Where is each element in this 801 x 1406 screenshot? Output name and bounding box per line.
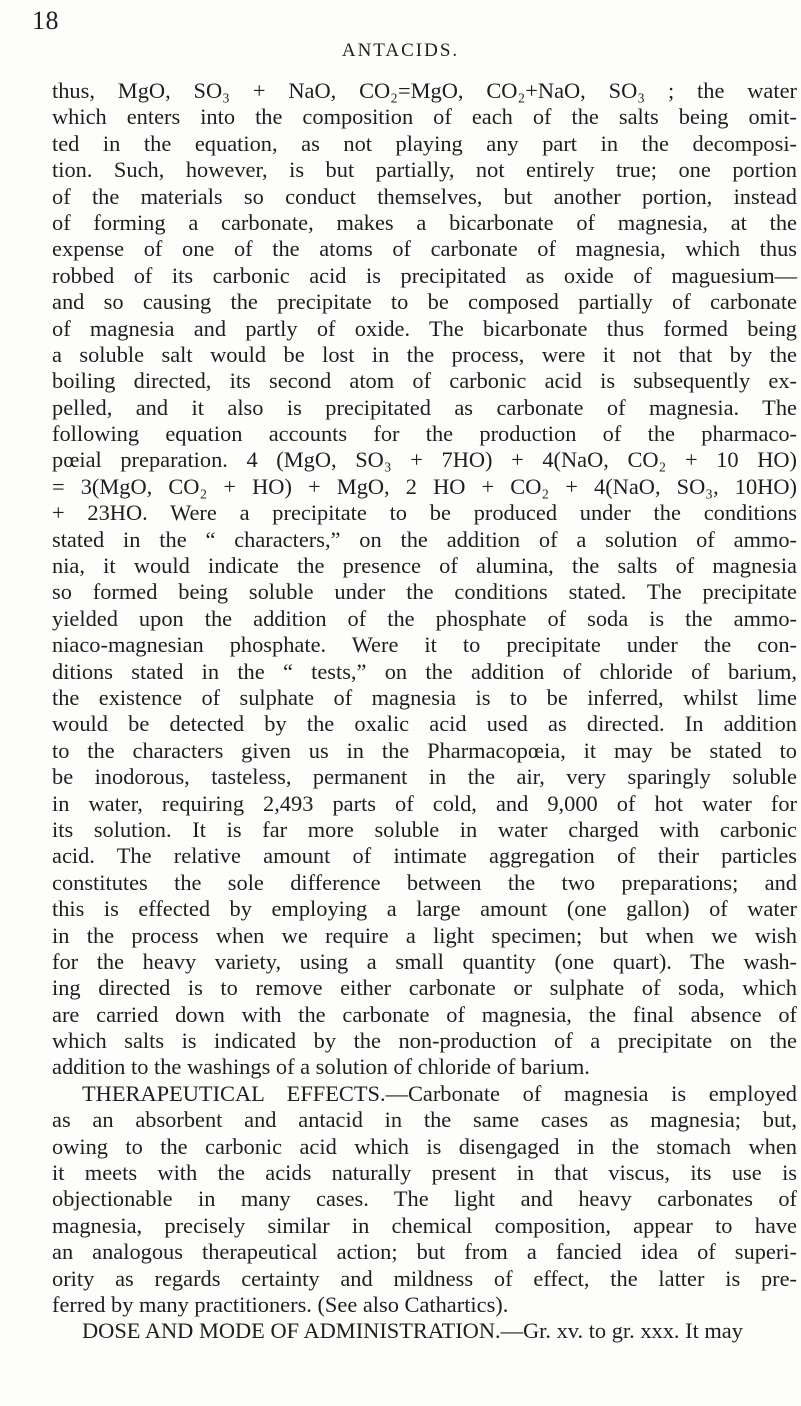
text-line: thus, MgO, SO₃ + NaO, CO₂=MgO, CO₂+NaO, SO₃ ; the water	[52, 78, 797, 103]
text-line: following equation accounts for the production of the pharmaco-	[52, 421, 797, 447]
text-line: which salts is indicated by the non-production of a precipitate on the	[52, 1028, 797, 1054]
text-line: its solution. It is far more soluble in water charged with carbonic	[52, 816, 797, 842]
text-line: which enters into the composition of each of the salts being omit-	[52, 104, 797, 130]
text-line: would be detected by the oxalic acid used as directed. In addition	[52, 711, 797, 737]
text-line: stated in the “ characters,” on the addition of a solution of ammo-	[52, 526, 797, 552]
text-line: pelled, and it also is precipitated as carbonate of magnesia. The	[52, 394, 797, 420]
text-line: DOSE AND MODE OF ADMINISTRATION.—Gr. xv. to gr. xxx. It may	[82, 1318, 743, 1344]
text-line: this is effected by employing a large amount (one gallon) of water	[52, 896, 797, 922]
text-line: the existence of sulphate of magnesia is to be inferred, whilst lime	[52, 684, 797, 710]
text-line: constitutes the sole difference between the two preparations; and	[52, 869, 797, 895]
text-line: ted in the equation, as not playing any part in the decomposi-	[52, 130, 797, 156]
text-line: robbed of its carbonic acid is precipitated as oxide of maguesium—	[52, 262, 797, 288]
text-line: as an absorbent and antacid in the same cases as magnesia; but,	[52, 1107, 797, 1133]
text-line: ditions stated in the “ tests,” on the addition of chloride of barium,	[52, 658, 797, 684]
text-line: acid. The relative amount of intimate aggregation of their particles	[52, 843, 797, 869]
text-line: THERAPEUTICAL EFFECTS.—Carbonate of magnesia is employed	[82, 1080, 797, 1106]
text-line: of magnesia and partly of oxide. The bicarbonate thus formed being	[52, 315, 797, 341]
text-line: to the characters given us in the Pharmacopœia, it may be stated to	[52, 737, 797, 763]
text-line: of the materials so conduct themselves, but another portion, instead	[52, 183, 797, 209]
text-line: + 23HO. Were a precipitate to be produced under the conditions	[52, 500, 797, 526]
text-line: of forming a carbonate, makes a bicarbonate of magnesia, at the	[52, 209, 797, 235]
text-line: = 3(MgO, CO₂ + HO) + MgO, 2 HO + CO₂ + 4(NaO, SO₃, 10HO)	[52, 473, 797, 499]
text-line: ority as regards certainty and mildness of effect, the latter is pre-	[52, 1265, 797, 1291]
text-line: a soluble salt would be lost in the process, were it not that by the	[52, 341, 797, 367]
text-line: niaco-magnesian phosphate. Were it to precipitate under the con-	[52, 632, 797, 658]
text-line: it meets with the acids naturally present in that viscus, its use is	[52, 1160, 797, 1186]
text-line: addition to the washings of a solution of chloride of barium.	[52, 1054, 590, 1080]
running-head: ANTACIDS.	[341, 40, 460, 61]
text-line: expense of one of the atoms of carbonate of magnesia, which thus	[52, 236, 797, 262]
text-line: owing to the carbonic acid which is disengaged in the stomach when	[52, 1133, 797, 1159]
text-line: objectionable in many cases. The light and heavy carbonates of	[52, 1186, 797, 1212]
body-text	[52, 78, 797, 1345]
text-line: yielded upon the addition of the phosphate of soda is the ammo-	[52, 605, 797, 631]
text-line: in the process when we require a light specimen; but when we wish	[52, 922, 797, 948]
text-line: tion. Such, however, is but partially, not entirely true; one portion	[52, 157, 797, 183]
text-line: be inodorous, tasteless, permanent in the air, very sparingly soluble	[52, 764, 797, 790]
text-line: so formed being soluble under the conditions stated. The precipitate	[52, 579, 797, 605]
text-line: are carried down with the carbonate of magnesia, the final absence of	[52, 1001, 797, 1027]
text-line: pœial preparation. 4 (MgO, SO₃ + 7HO) + 4(NaO, CO₂ + 10 HO)	[52, 447, 797, 473]
text-line: in water, requiring 2,493 parts of cold, and 9,000 of hot water for	[52, 790, 797, 816]
text-line: nia, it would indicate the presence of alumina, the salts of magnesia	[52, 553, 797, 579]
text-line: and so causing the precipitate to be composed partially of carbonate	[52, 289, 797, 315]
text-line: magnesia, precisely similar in chemical composition, appear to have	[52, 1212, 797, 1238]
text-line: an analogous therapeutical action; but from a fancied idea of superi-	[52, 1239, 797, 1265]
text-line: for the heavy variety, using a small quantity (one quart). The wash-	[52, 948, 797, 974]
text-line: boiling directed, its second atom of carbonic acid is subsequently ex-	[52, 368, 797, 394]
page-number: 18	[32, 6, 59, 35]
text-line: ing directed is to remove either carbonate or sulphate of soda, which	[52, 975, 797, 1001]
text-line: ferred by many practitioners. (See also Cathartics).	[52, 1291, 509, 1317]
